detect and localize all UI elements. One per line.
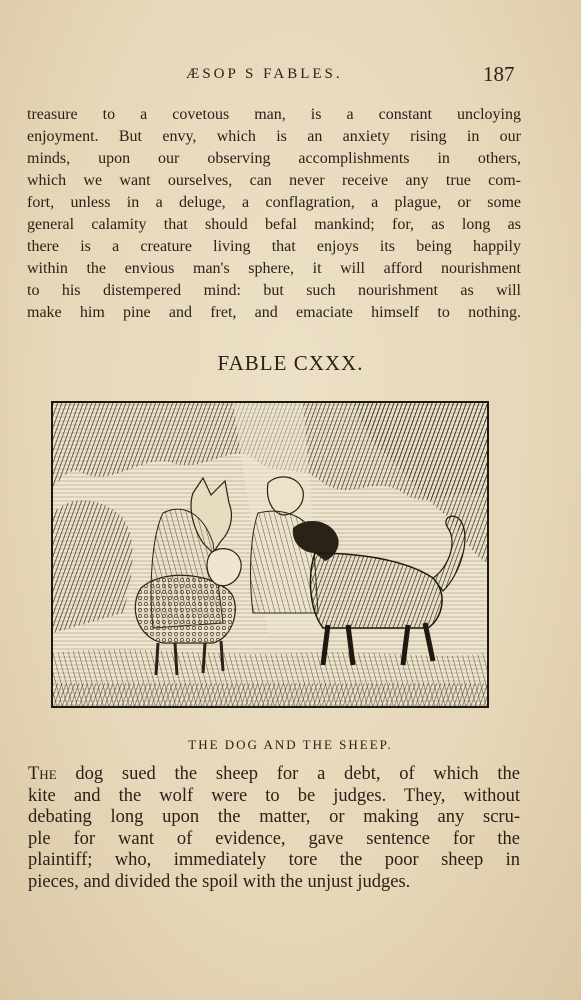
prose-line: general calamity that should befal mankind; for, as long as — [27, 216, 521, 233]
fable-line: pieces, and divided the spoil with the unjust judges. — [28, 871, 411, 892]
illustration-caption: THE DOG AND THE SHEEP. — [188, 737, 393, 752]
prose-line: fort, unless in a deluge, a conflagration, a plague, or some — [27, 194, 521, 211]
fable-text — [28, 764, 520, 893]
prose-line: enjoyment. But envy, which is an anxiety rising in our — [27, 128, 521, 145]
fable-line: plaintiff; who, immediately tore the poor sheep in — [28, 850, 520, 870]
prose-line: make him pine and fret, and emaciate himself to nothing. — [27, 304, 521, 321]
fable-line — [28, 764, 520, 786]
prose-line: minds, upon our observing accomplishments in others, — [27, 150, 521, 167]
prose-line: there is a creature living that enjoys its being happily — [27, 238, 521, 255]
fable-line: debating long upon the matter, or making any scru- — [28, 807, 520, 827]
prose-line: to his distempered mind: but such nourishment as will — [27, 282, 521, 299]
running-title: ÆSOP S FABLES. — [186, 66, 343, 82]
fable-first-word: The — [28, 764, 57, 784]
continued-prose — [27, 104, 521, 324]
fable-line: ple for want of evidence, gave sentence for the — [28, 828, 520, 849]
running-head — [0, 62, 581, 90]
prose-line: which we want ourselves, can never receive any true com- — [27, 172, 521, 189]
fable-heading: FABLE CXXX. — [217, 351, 364, 375]
fable-first-line: dog sued the sheep for a debt, of which the — [56, 764, 520, 784]
fable-line: kite and the wolf were to be judges. They, without — [28, 785, 520, 806]
prose-line: treasure to a covetous man, is a constant uncloying — [27, 106, 521, 123]
woodcut-illustration — [51, 401, 489, 708]
prose-line: within the envious man's sphere, it will afford nourishment — [27, 260, 521, 277]
page-number: 187 — [483, 62, 515, 86]
